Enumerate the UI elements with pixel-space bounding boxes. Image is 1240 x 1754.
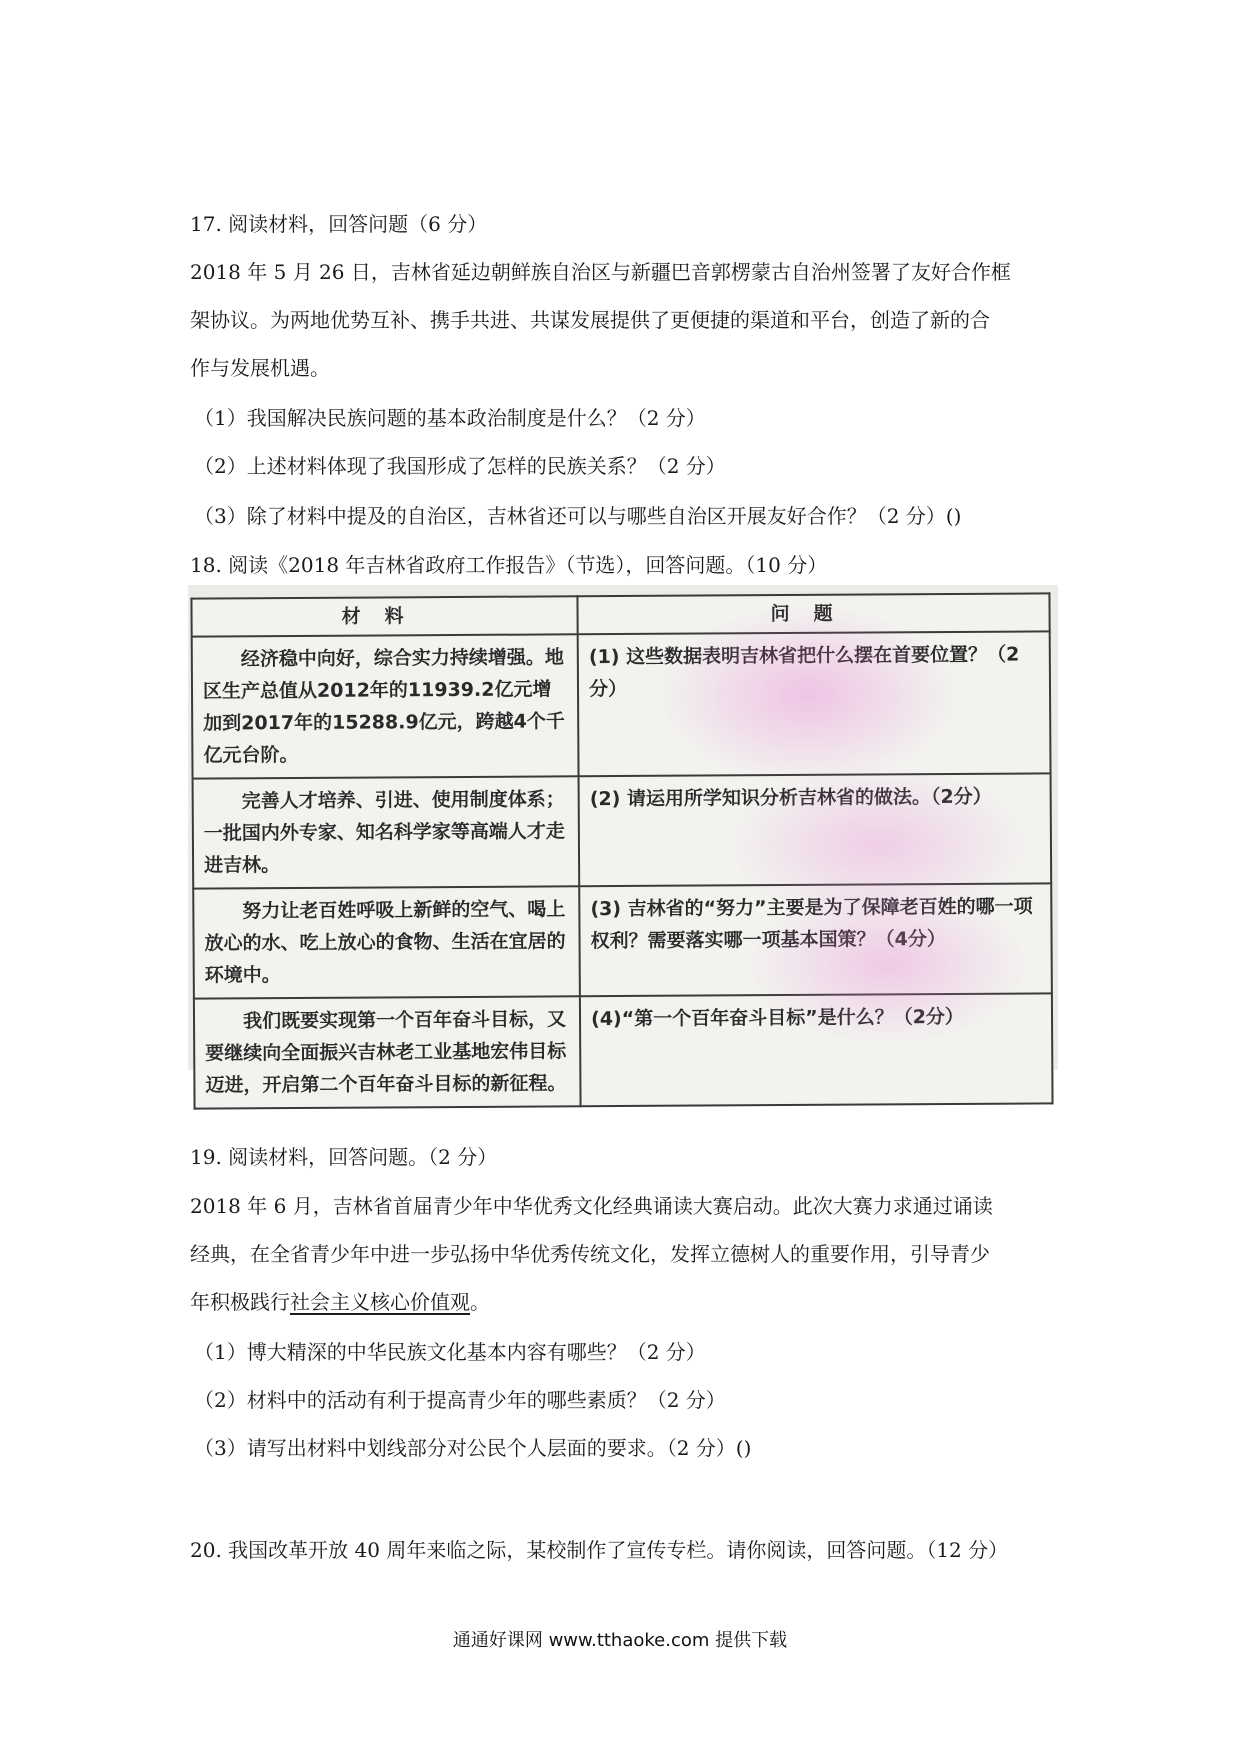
q19-title: 19. 阅读材料，回答问题。（2 分）	[190, 1145, 498, 1169]
page-footer: 通通好课网 www.tthaoke.com 提供下载	[452, 1630, 788, 1651]
table-question-cell: (2) 请运用所学知识分析吉林省的做法。（2分）	[579, 773, 1052, 886]
table-question-cell: (3) 吉林省的“努力”主要是为了保障老百姓的哪一项权利？需要落实哪一项基本国策？（4分）	[579, 883, 1052, 996]
q17-sub-question: （3）除了材料中提及的自治区，吉林省还可以与哪些自治区开展友好合作？（2 分）()	[194, 504, 962, 528]
q19-para-line	[190, 1288, 1070, 1316]
table-question-cell: (1) 这些数据表明吉林省把什么摆在首要位置？（2分）	[578, 631, 1051, 776]
q17-sub-question: （2）上述材料体现了我国形成了怎样的民族关系？（2 分）	[194, 454, 726, 478]
q19-para-text: 。	[470, 1290, 490, 1314]
table-header-material: 材料	[191, 596, 577, 636]
underlined-phrase: 社会主义核心价值观	[290, 1290, 470, 1314]
table-row	[192, 631, 1051, 778]
table-material-cell: 努力让老百姓呼吸上新鲜的空气、喝上放心的水、吃上放心的食物、生活在宜居的环境中。	[193, 886, 580, 998]
q17-title: 17. 阅读材料，回答问题（6 分）	[190, 212, 488, 236]
q19-para-line: 经典，在全省青少年中进一步弘扬中华优秀传统文化，发挥立德树人的重要作用，引导青少	[190, 1242, 990, 1266]
table-row	[193, 773, 1052, 888]
table-material-cell: 经济稳中向好，综合实力持续增强。地区生产总值从2012年的11939.2亿元增加到2017年的15288.9亿元，跨越4个千亿元台阶。	[192, 634, 579, 778]
table-material-cell: 完善人才培养、引进、使用制度体系；一批国内外专家、知名科学家等高端人才走进吉林。	[193, 776, 580, 888]
q17-sub-question: （1）我国解决民族问题的基本政治制度是什么？（2 分）	[194, 406, 706, 430]
table-row	[194, 993, 1053, 1108]
q18-table	[190, 592, 1053, 1109]
q17-para-line: 架协议。为两地优势互补、携手共进、共谋发展提供了更便捷的渠道和平台，创造了新的合	[190, 308, 990, 332]
q18-title: 18. 阅读《2018 年吉林省政府工作报告》（节选），回答问题。（10 分）	[190, 553, 828, 577]
q20-title: 20. 我国改革开放 40 周年来临之际，某校制作了宣传专栏。请你阅读，回答问题。（12 分）	[190, 1538, 1009, 1562]
q19-para-text: 年积极践行	[190, 1290, 290, 1314]
q17-para-line: 2018 年 5 月 26 日，吉林省延边朝鲜族自治区与新疆巴音郭楞蒙古自治州签署了友好合作框	[190, 260, 1011, 284]
q19-sub-question: （3）请写出材料中划线部分对公民个人层面的要求。（2 分）()	[194, 1436, 752, 1460]
table-row	[193, 883, 1052, 998]
table-question-cell: (4)“第一个百年奋斗目标”是什么？（2分）	[580, 993, 1053, 1106]
q17-para-line: 作与发展机遇。	[190, 356, 330, 380]
q19-sub-question: （2）材料中的活动有利于提高青少年的哪些素质？（2 分）	[194, 1388, 726, 1412]
table-material-cell: 我们既要实现第一个百年奋斗目标，又要继续向全面振兴吉林老工业基地宏伟目标迈进，开启第二个百年奋斗目标的新征程。	[194, 996, 581, 1108]
q19-para-line: 2018 年 6 月，吉林省首届青少年中华优秀文化经典诵读大赛启动。此次大赛力求通过诵读	[190, 1194, 993, 1218]
table-header-question: 问题	[578, 593, 1050, 634]
q19-sub-question: （1）博大精深的中华民族文化基本内容有哪些？（2 分）	[194, 1340, 706, 1364]
q18-table-photo	[188, 585, 1058, 1097]
